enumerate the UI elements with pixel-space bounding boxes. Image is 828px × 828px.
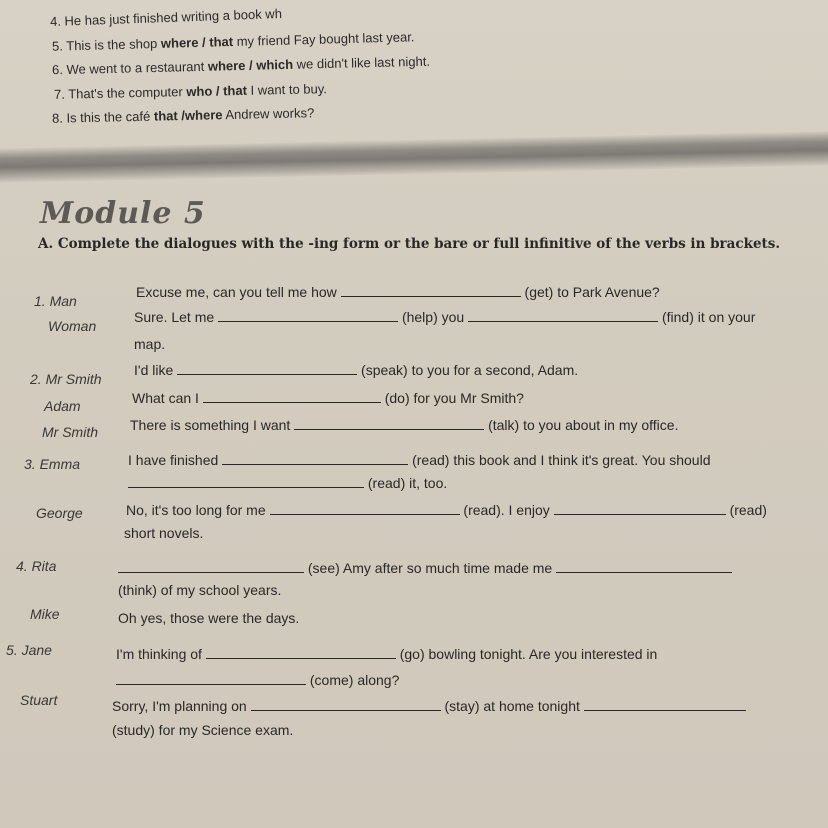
dialogue-3-line-2: (read) it, too. [128,475,447,491]
dialogue-2-line-3: There is something I want (talk) to you about in my office. [130,417,679,433]
dialogue-5-line-4: (study) for my Science exam. [112,722,294,738]
dialogue-1-line-2: Sure. Let me (help) you (find) it on your [134,309,756,325]
dialogue-1-line-3: map. [134,336,166,352]
answer-blank[interactable] [556,560,732,573]
dialogue-5-line-2: (come) along? [116,672,399,688]
answer-blank[interactable] [251,698,441,711]
sentence-5: 5. This is the shop where / that my friend Fay bought last year. [51,29,415,54]
speaker-jane: 5. Jane [6,642,52,658]
answer-blank[interactable] [203,390,381,403]
speaker-mr-smith: 2. Mr Smith [30,371,102,387]
task-instruction: A. Complete the dialogues with the -ing form or the bare or full infinitive of the verbs in brackets. [38,236,781,252]
dialogue-5-line-3: Sorry, I'm planning on (stay) at home tonight [112,698,746,714]
answer-blank[interactable] [128,475,364,488]
answer-blank[interactable] [218,309,398,322]
dialogue-2-line-1: I'd like (speak) to you for a second, Adam. [134,362,579,378]
speaker-emma: 3. Emma [24,456,81,472]
speaker-rita: 4. Rita [16,558,57,574]
speaker-mr-smith-2: Mr Smith [42,424,98,440]
sentence-4: 4. He has just finished writing a book wh [49,5,283,30]
dialogue-4-line-2: (think) of my school years. [118,582,282,598]
speaker-george: George [36,505,83,521]
dialogue-3-line-1: I have finished (read) this book and I think it's great. You should [128,452,711,468]
answer-blank[interactable] [554,502,726,515]
answer-blank[interactable] [584,698,746,711]
speaker-adam: Adam [44,398,81,414]
speaker-woman: Woman [48,318,97,334]
speaker-mike: Mike [30,606,60,622]
answer-blank[interactable] [341,284,521,297]
answer-blank[interactable] [294,417,484,430]
answer-blank[interactable] [270,502,460,515]
dialogue-4-line-3: Oh yes, those were the days. [118,610,300,626]
dialogue-3-line-3: No, it's too long for me (read). I enjoy (read) [126,502,767,518]
sentence-7: 7. That's the computer who / that I want to buy. [53,81,328,102]
dialogue-2-line-2: What can I (do) for you Mr Smith? [132,390,524,406]
dialogue-1-line-1: Excuse me, can you tell me how (get) to Park Avenue? [136,284,660,300]
answer-blank[interactable] [206,646,396,659]
sentence-6: 6. We went to a restaurant where / which we didn't like last night. [51,53,431,78]
answer-blank[interactable] [116,672,306,685]
dialogue-3-line-4: short novels. [124,525,204,541]
speaker-man: 1. Man [34,293,77,309]
page-fold-divider [0,131,828,182]
dialogue-5-line-1: I'm thinking of (go) bowling tonight. Are you interested in [116,646,658,662]
speaker-stuart: Stuart [20,692,58,708]
dialogue-4-line-1: (see) Amy after so much time made me [118,560,732,576]
answer-blank[interactable] [118,560,304,573]
answer-blank[interactable] [222,452,408,465]
answer-blank[interactable] [468,309,658,322]
module-title: Module 5 [40,196,206,231]
sentence-8: 8. Is this the café that /where Andrew works? [51,105,315,126]
answer-blank[interactable] [177,362,357,375]
